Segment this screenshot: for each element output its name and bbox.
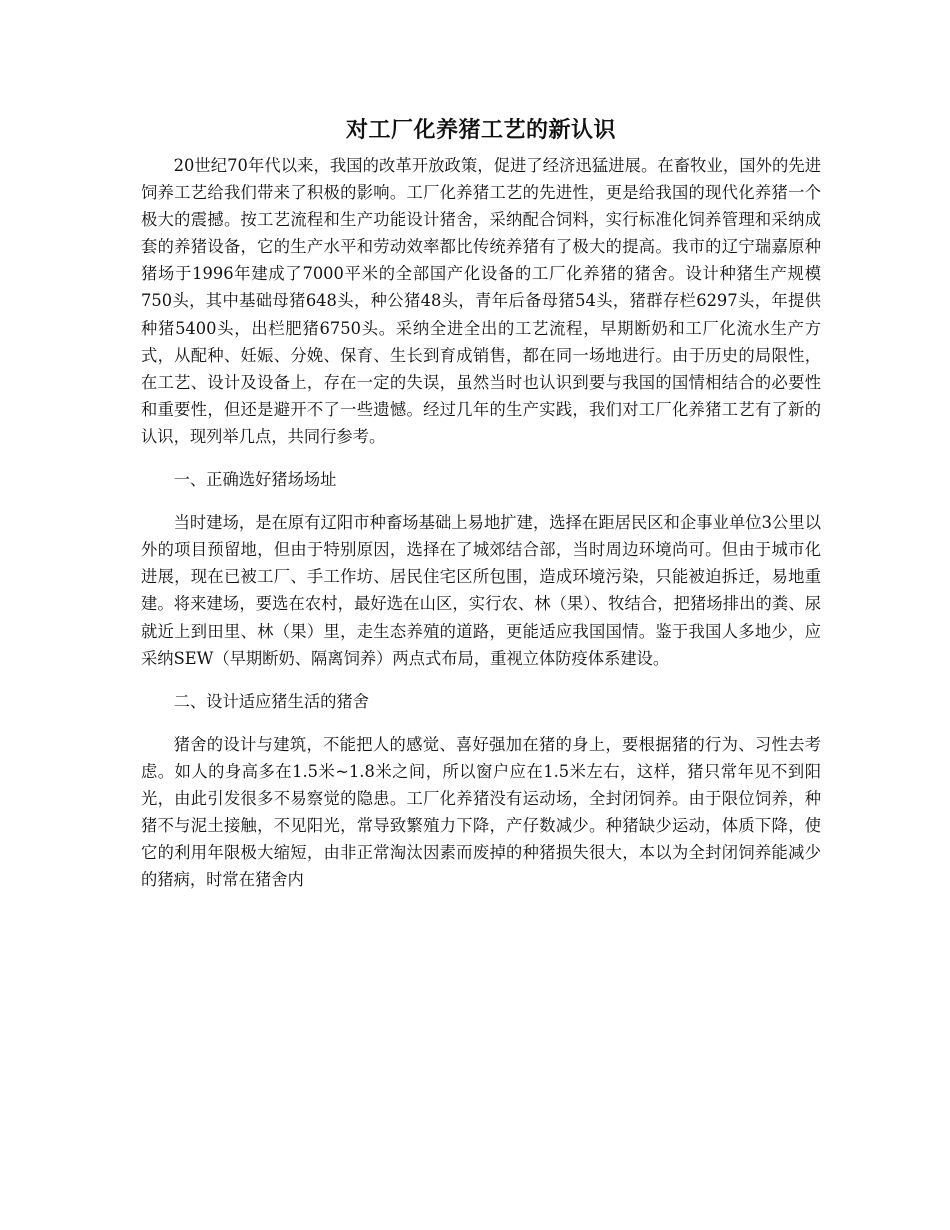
intro-paragraph: 20世纪70年代以来，我国的改革开放政策，促进了经济迅猛进展。在畜牧业，国外的先进饲养工艺给我们带来了积极的影响。工厂化养猪工艺的先进性，更是给我国的现代化养猪一个极大的震撼。按工艺流程和生产功能设计猪舍，采纳配合饲料，实行标准化饲养管理和采纳成套的养猪设备，它的生产水平和劳动效率都比传统养猪有了极大的提高。我市的辽宁瑞嘉原种猪场于1996年建成了7000平米的全部国产化设备的工厂化养猪的猪舍。设计种猪生产规模750头，其中基础母猪648头，种公猪48头，青年后备母猪54头，猪群存栏6297头，年提供种猪5400头，出栏肥猪6750头。采纳全进全出的工艺流程，早期断奶和工厂化流水生产方式，从配种、妊娠、分娩、保育、生长到育成销售，都在同一场地进行。由于历史的局限性，在工艺、设计及设备上，存在一定的失误，虽然当时也认识到要与我国的国情相结合的必要性和重要性，但还是避开不了一些遗憾。经过几年的生产实践，我们对工厂化养猪工艺有了新的认识，现列举几点，共同行参考。 — [141, 156, 821, 446]
section-1-heading: 一、正确选好猪场场址 — [173, 470, 337, 490]
document-title: 对工厂化养猪工艺的新认识 — [345, 117, 616, 143]
section-1-paragraph: 当时建场，是在原有辽阳市种畜场基础上易地扩建，选择在距居民区和企事业单位3公里以外的项目预留地，但由于特别原因，选择在了城郊结合部，当时周边环境尚可。但由于城市化进展，现在已被工厂、手工作坊、居民住宅区所包围，造成环境污染，只能被迫拆迁，易地重建。将来建场，要选在农村，最好选在山区，实行农、林（果）、牧结合，把猪场排出的粪、尿就近上到田里、林（果）里，走生态养殖的道路，更能适应我国国情。鉴于我国人多地少，应采纳SEW（早期断奶、隔离饲养）两点式布局，重视立体防疫体系建设。 — [141, 513, 821, 668]
section-2-paragraph: 猪舍的设计与建筑，不能把人的感觉、喜好强加在猪的身上，要根据猪的行为、习性去考虑。如人的身高多在1.5米~1.8米之间，所以窗户应在1.5米左右，这样，猪只常年见不到阳光，由此引发很多不易察觉的隐患。工厂化养猪没有运动场，全封闭饲养。由于限位饲养，种猪不与泥土接触，不见阳光，常导致繁殖力下降，产仔数减少。种猪缺少运动，体质下降，使它的利用年限极大缩短，由非正常淘汰因素而废掉的种猪损失很大，本以为全封闭饲养能减少的猪病，时常在猪舍内 — [141, 734, 821, 890]
section-2-heading: 二、设计适应猪生活的猪舍 — [173, 691, 369, 711]
document-page — [141, 110, 821, 893]
